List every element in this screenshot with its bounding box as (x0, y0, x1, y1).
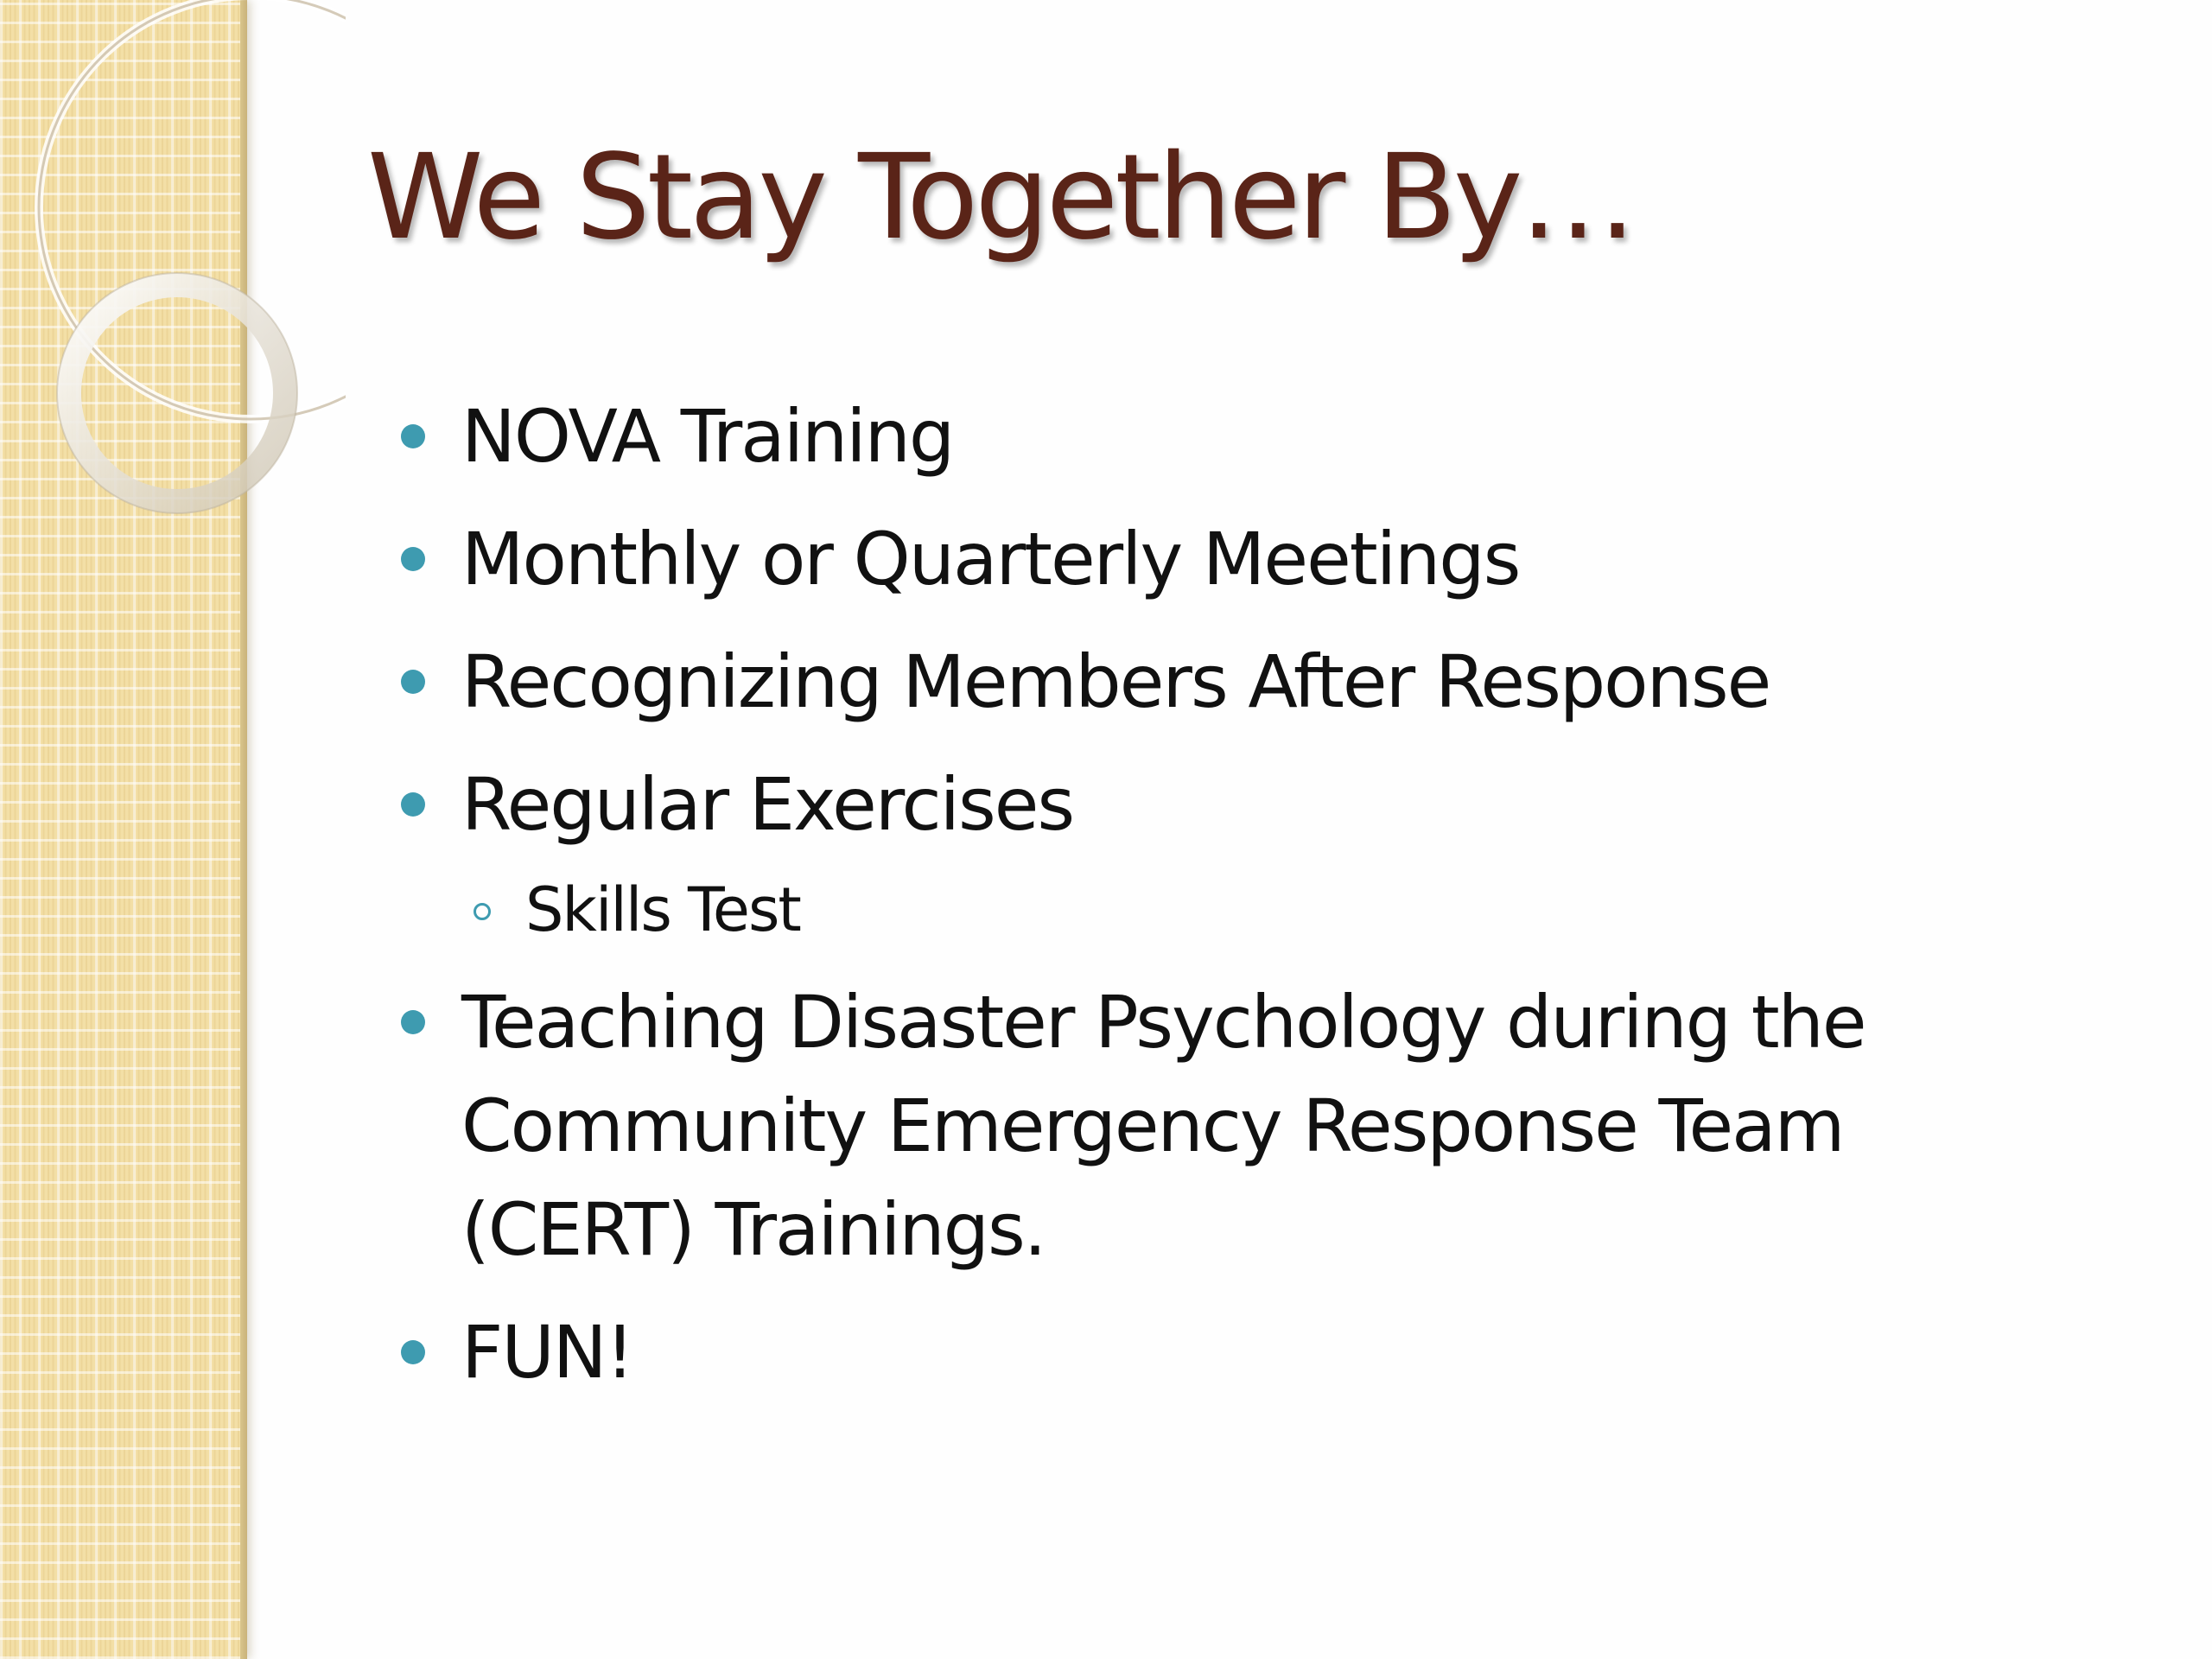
decorative-rings-icon (0, 0, 346, 553)
filled-circle-bullet-icon (401, 792, 425, 817)
bullet-text: NOVA Training (461, 394, 954, 479)
filled-circle-bullet-icon (401, 1340, 425, 1364)
filled-circle-bullet-icon (401, 424, 425, 448)
bullet-item (389, 385, 1944, 488)
sub-bullet-list (389, 867, 1944, 953)
bullet-item (389, 507, 1944, 611)
bullet-text: Monthly or Quarterly Meetings (461, 517, 1520, 601)
slide-title: We Stay Together By… (367, 130, 1634, 266)
bullet-text: Regular Exercises (461, 762, 1074, 847)
bullet-list (389, 385, 1944, 1423)
hollow-circle-bullet-icon (474, 903, 491, 920)
bullet-item (389, 753, 1944, 856)
sub-bullet-group (389, 867, 1944, 953)
filled-circle-bullet-icon (401, 670, 425, 694)
sub-bullet-text: Skills Test (525, 874, 800, 945)
bullet-text: Teaching Disaster Psychology during the Community Emergency Response Team (CERT) Trainings. (461, 980, 1866, 1272)
bullet-text: Recognizing Members After Response (461, 639, 1770, 724)
filled-circle-bullet-icon (401, 1010, 425, 1034)
bullet-item (389, 1300, 1944, 1404)
bullet-text: FUN! (461, 1310, 633, 1395)
bullet-item (389, 970, 1944, 1281)
bullet-item (389, 630, 1944, 734)
sub-bullet-item (389, 867, 1944, 953)
filled-circle-bullet-icon (401, 547, 425, 571)
